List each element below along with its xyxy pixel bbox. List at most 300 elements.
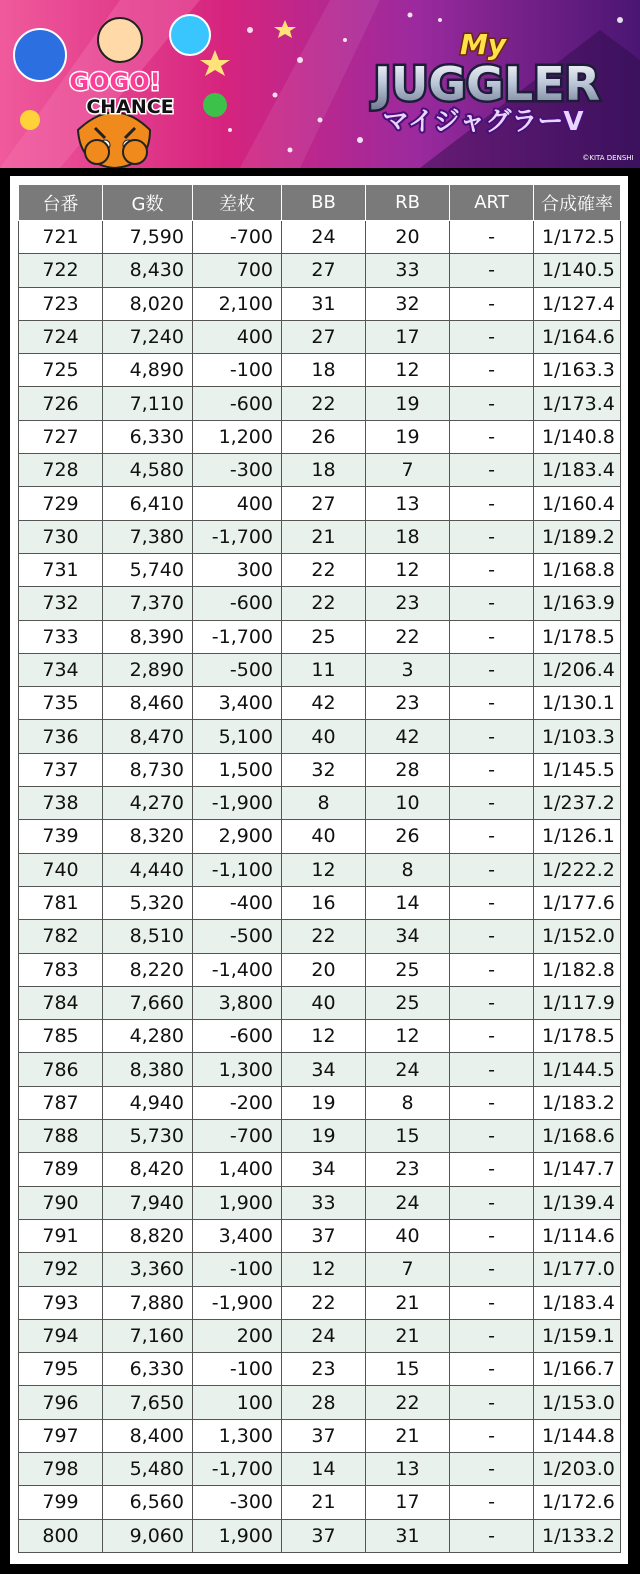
table-row	[19, 254, 621, 287]
header-games: G数	[103, 185, 193, 221]
machine-number-cell: 725	[19, 354, 103, 387]
games-cell: 3,360	[103, 1253, 193, 1286]
bb-cell: 12	[282, 1253, 366, 1286]
coin-diff-cell: -100	[193, 1353, 282, 1386]
probability-cell: 1/183.4	[534, 454, 621, 487]
rb-cell: 3	[366, 653, 450, 686]
machine-number-cell: 729	[19, 487, 103, 520]
games-cell: 8,390	[103, 620, 193, 653]
bb-cell: 37	[282, 1519, 366, 1552]
games-cell: 7,590	[103, 221, 193, 254]
table-row	[19, 653, 621, 686]
table-row	[19, 620, 621, 653]
probability-cell: 1/189.2	[534, 520, 621, 553]
probability-cell: 1/114.6	[534, 1219, 621, 1252]
games-cell: 8,220	[103, 953, 193, 986]
games-cell: 7,370	[103, 587, 193, 620]
rb-cell: 12	[366, 553, 450, 586]
bb-cell: 37	[282, 1219, 366, 1252]
machine-number-cell: 791	[19, 1219, 103, 1252]
svg-text:CHANCE: CHANCE	[86, 96, 174, 118]
coin-diff-cell: 400	[193, 320, 282, 353]
machine-number-cell: 788	[19, 1120, 103, 1153]
probability-cell: 1/168.6	[534, 1120, 621, 1153]
rb-cell: 15	[366, 1353, 450, 1386]
header-machine-number: 台番	[19, 185, 103, 221]
coin-diff-cell: -600	[193, 1020, 282, 1053]
probability-cell: 1/127.4	[534, 287, 621, 320]
table-row	[19, 354, 621, 387]
rb-cell: 19	[366, 420, 450, 453]
coin-diff-cell: -1,900	[193, 787, 282, 820]
machine-number-cell: 733	[19, 620, 103, 653]
machine-number-cell: 796	[19, 1386, 103, 1419]
coin-diff-cell: 300	[193, 553, 282, 586]
bb-cell: 22	[282, 1286, 366, 1319]
machine-number-cell: 736	[19, 720, 103, 753]
games-cell: 8,430	[103, 254, 193, 287]
art-cell: -	[450, 1020, 534, 1053]
games-cell: 8,470	[103, 720, 193, 753]
games-cell: 7,380	[103, 520, 193, 553]
bb-cell: 24	[282, 1319, 366, 1352]
art-cell: -	[450, 1486, 534, 1519]
probability-cell: 1/222.2	[534, 853, 621, 886]
rb-cell: 42	[366, 720, 450, 753]
bb-cell: 23	[282, 1353, 366, 1386]
bb-cell: 27	[282, 320, 366, 353]
probability-cell: 1/206.4	[534, 653, 621, 686]
art-cell: -	[450, 1419, 534, 1452]
games-cell: 7,160	[103, 1319, 193, 1352]
rb-cell: 25	[366, 986, 450, 1019]
art-cell: -	[450, 487, 534, 520]
art-cell: -	[450, 320, 534, 353]
games-cell: 4,890	[103, 354, 193, 387]
coin-diff-cell: -600	[193, 587, 282, 620]
art-cell: -	[450, 454, 534, 487]
probability-cell: 1/159.1	[534, 1319, 621, 1352]
table-row	[19, 1486, 621, 1519]
table-row	[19, 1519, 621, 1552]
coin-diff-cell: 2,900	[193, 820, 282, 853]
probability-cell: 1/152.0	[534, 920, 621, 953]
art-cell: -	[450, 787, 534, 820]
rb-cell: 18	[366, 520, 450, 553]
rb-cell: 40	[366, 1219, 450, 1252]
table-row	[19, 986, 621, 1019]
table-row	[19, 1452, 621, 1485]
table-row	[19, 1286, 621, 1319]
bb-cell: 25	[282, 620, 366, 653]
table-row	[19, 1253, 621, 1286]
coin-diff-cell: -500	[193, 653, 282, 686]
games-cell: 7,110	[103, 387, 193, 420]
table-row	[19, 953, 621, 986]
probability-cell: 1/172.6	[534, 1486, 621, 1519]
probability-cell: 1/145.5	[534, 753, 621, 786]
probability-cell: 1/237.2	[534, 787, 621, 820]
table-row	[19, 454, 621, 487]
machine-number-cell: 722	[19, 254, 103, 287]
coin-diff-cell: 200	[193, 1319, 282, 1352]
bb-cell: 8	[282, 787, 366, 820]
bb-cell: 24	[282, 221, 366, 254]
probability-cell: 1/103.3	[534, 720, 621, 753]
probability-cell: 1/203.0	[534, 1452, 621, 1485]
bb-cell: 40	[282, 820, 366, 853]
rb-cell: 12	[366, 354, 450, 387]
bb-cell: 27	[282, 254, 366, 287]
machine-number-cell: 794	[19, 1319, 103, 1352]
rb-cell: 20	[366, 221, 450, 254]
table-row	[19, 1120, 621, 1153]
coin-diff-cell: -1,100	[193, 853, 282, 886]
rb-cell: 13	[366, 487, 450, 520]
probability-cell: 1/153.0	[534, 1386, 621, 1419]
art-cell: -	[450, 953, 534, 986]
rb-cell: 21	[366, 1419, 450, 1452]
machine-number-cell: 799	[19, 1486, 103, 1519]
table-row	[19, 920, 621, 953]
machine-number-cell: 785	[19, 1020, 103, 1053]
machine-number-cell: 795	[19, 1353, 103, 1386]
bb-cell: 21	[282, 1486, 366, 1519]
svg-text:My: My	[459, 28, 507, 61]
svg-text:マイジャグラーV: マイジャグラーV	[382, 107, 584, 137]
machine-number-cell: 723	[19, 287, 103, 320]
rb-cell: 15	[366, 1120, 450, 1153]
coin-diff-cell: 1,300	[193, 1419, 282, 1452]
machine-number-cell: 800	[19, 1519, 103, 1552]
games-cell: 5,480	[103, 1452, 193, 1485]
coin-diff-cell: 1,200	[193, 420, 282, 453]
probability-cell: 1/117.9	[534, 986, 621, 1019]
bb-cell: 33	[282, 1186, 366, 1219]
bb-cell: 21	[282, 520, 366, 553]
art-cell: -	[450, 1452, 534, 1485]
bb-cell: 28	[282, 1386, 366, 1419]
probability-cell: 1/177.0	[534, 1253, 621, 1286]
art-cell: -	[450, 653, 534, 686]
bb-cell: 34	[282, 1153, 366, 1186]
machine-number-cell: 792	[19, 1253, 103, 1286]
art-cell: -	[450, 687, 534, 720]
games-cell: 7,940	[103, 1186, 193, 1219]
header-combined-probability: 合成確率	[534, 185, 621, 221]
art-cell: -	[450, 387, 534, 420]
table-row	[19, 853, 621, 886]
games-cell: 2,890	[103, 653, 193, 686]
table-row	[19, 720, 621, 753]
probability-cell: 1/182.8	[534, 953, 621, 986]
rb-cell: 17	[366, 1486, 450, 1519]
art-cell: -	[450, 920, 534, 953]
art-cell: -	[450, 753, 534, 786]
games-cell: 5,730	[103, 1120, 193, 1153]
table-row	[19, 320, 621, 353]
rb-cell: 17	[366, 320, 450, 353]
rb-cell: 33	[366, 254, 450, 287]
coin-diff-cell: 1,900	[193, 1519, 282, 1552]
games-cell: 6,410	[103, 487, 193, 520]
art-cell: -	[450, 853, 534, 886]
data-table-frame	[10, 176, 628, 1564]
table-row	[19, 1353, 621, 1386]
rb-cell: 22	[366, 1386, 450, 1419]
games-cell: 8,320	[103, 820, 193, 853]
rb-cell: 7	[366, 1253, 450, 1286]
games-cell: 8,460	[103, 687, 193, 720]
art-cell: -	[450, 620, 534, 653]
coin-diff-cell: 5,100	[193, 720, 282, 753]
coin-diff-cell: 1,900	[193, 1186, 282, 1219]
rb-cell: 24	[366, 1053, 450, 1086]
header-rb: RB	[366, 185, 450, 221]
art-cell: -	[450, 1219, 534, 1252]
rb-cell: 21	[366, 1286, 450, 1319]
art-cell: -	[450, 986, 534, 1019]
bb-cell: 42	[282, 687, 366, 720]
coin-diff-cell: 2,100	[193, 287, 282, 320]
rb-cell: 32	[366, 287, 450, 320]
games-cell: 4,270	[103, 787, 193, 820]
table-row	[19, 420, 621, 453]
rb-cell: 12	[366, 1020, 450, 1053]
table-row	[19, 1053, 621, 1086]
machine-number-cell: 789	[19, 1153, 103, 1186]
bb-cell: 14	[282, 1452, 366, 1485]
art-cell: -	[450, 1353, 534, 1386]
games-cell: 8,020	[103, 287, 193, 320]
machine-number-cell: 728	[19, 454, 103, 487]
probability-cell: 1/177.6	[534, 886, 621, 919]
rb-cell: 26	[366, 820, 450, 853]
games-cell: 7,650	[103, 1386, 193, 1419]
games-cell: 4,280	[103, 1020, 193, 1053]
rb-cell: 21	[366, 1319, 450, 1352]
svg-text:JUGGLER: JUGGLER	[373, 57, 601, 111]
rb-cell: 13	[366, 1452, 450, 1485]
games-cell: 5,320	[103, 886, 193, 919]
machine-number-cell: 740	[19, 853, 103, 886]
table-row	[19, 787, 621, 820]
art-cell: -	[450, 287, 534, 320]
machine-number-cell: 784	[19, 986, 103, 1019]
header-bb: BB	[282, 185, 366, 221]
header-coin-diff: 差枚	[193, 185, 282, 221]
machine-number-cell: 793	[19, 1286, 103, 1319]
art-cell: -	[450, 1053, 534, 1086]
art-cell: -	[450, 720, 534, 753]
rb-cell: 23	[366, 1153, 450, 1186]
probability-cell: 1/140.5	[534, 254, 621, 287]
bb-cell: 12	[282, 853, 366, 886]
table-row	[19, 1419, 621, 1452]
art-cell: -	[450, 886, 534, 919]
probability-cell: 1/163.3	[534, 354, 621, 387]
table-row	[19, 587, 621, 620]
rb-cell: 22	[366, 620, 450, 653]
probability-cell: 1/144.8	[534, 1419, 621, 1452]
table-row	[19, 687, 621, 720]
art-cell: -	[450, 1086, 534, 1119]
table-row	[19, 1020, 621, 1053]
header-art: ART	[450, 185, 534, 221]
coin-diff-cell: -400	[193, 886, 282, 919]
machine-number-cell: 727	[19, 420, 103, 453]
machine-number-cell: 738	[19, 787, 103, 820]
probability-cell: 1/172.5	[534, 221, 621, 254]
coin-diff-cell: 400	[193, 487, 282, 520]
table-row	[19, 1153, 621, 1186]
art-cell: -	[450, 1319, 534, 1352]
table-row	[19, 387, 621, 420]
bb-cell: 40	[282, 986, 366, 1019]
machine-number-cell: 724	[19, 320, 103, 353]
games-cell: 6,560	[103, 1486, 193, 1519]
machine-number-cell: 721	[19, 221, 103, 254]
table-row	[19, 487, 621, 520]
machine-number-cell: 732	[19, 587, 103, 620]
art-cell: -	[450, 354, 534, 387]
art-cell: -	[450, 1186, 534, 1219]
bb-cell: 22	[282, 920, 366, 953]
bb-cell: 40	[282, 720, 366, 753]
rb-cell: 7	[366, 454, 450, 487]
table-row	[19, 1319, 621, 1352]
games-cell: 6,330	[103, 420, 193, 453]
probability-cell: 1/178.5	[534, 620, 621, 653]
coin-diff-cell: 100	[193, 1386, 282, 1419]
header-banner	[0, 0, 640, 168]
table-row	[19, 553, 621, 586]
rb-cell: 24	[366, 1186, 450, 1219]
table-row	[19, 1086, 621, 1119]
probability-cell: 1/178.5	[534, 1020, 621, 1053]
rb-cell: 8	[366, 1086, 450, 1119]
bb-cell: 31	[282, 287, 366, 320]
coin-diff-cell: 700	[193, 254, 282, 287]
art-cell: -	[450, 1253, 534, 1286]
machine-number-cell: 730	[19, 520, 103, 553]
bb-cell: 19	[282, 1086, 366, 1119]
coin-diff-cell: 1,500	[193, 753, 282, 786]
bb-cell: 32	[282, 753, 366, 786]
bb-cell: 22	[282, 387, 366, 420]
art-cell: -	[450, 1519, 534, 1552]
games-cell: 8,510	[103, 920, 193, 953]
probability-cell: 1/147.7	[534, 1153, 621, 1186]
games-cell: 8,820	[103, 1219, 193, 1252]
coin-diff-cell: 1,400	[193, 1153, 282, 1186]
bb-cell: 19	[282, 1120, 366, 1153]
rb-cell: 19	[366, 387, 450, 420]
svg-text:©KITA DENSHI: ©KITA DENSHI	[582, 154, 634, 162]
art-cell: -	[450, 221, 534, 254]
probability-cell: 1/163.9	[534, 587, 621, 620]
machine-number-cell: 797	[19, 1419, 103, 1452]
probability-cell: 1/144.5	[534, 1053, 621, 1086]
table-row	[19, 287, 621, 320]
probability-cell: 1/166.7	[534, 1353, 621, 1386]
games-cell: 5,740	[103, 553, 193, 586]
bb-cell: 37	[282, 1419, 366, 1452]
art-cell: -	[450, 1120, 534, 1153]
probability-cell: 1/160.4	[534, 487, 621, 520]
bb-cell: 11	[282, 653, 366, 686]
games-cell: 8,380	[103, 1053, 193, 1086]
coin-diff-cell: 1,300	[193, 1053, 282, 1086]
machine-number-cell: 782	[19, 920, 103, 953]
bb-cell: 18	[282, 354, 366, 387]
probability-cell: 1/133.2	[534, 1519, 621, 1552]
games-cell: 4,580	[103, 454, 193, 487]
probability-cell: 1/168.8	[534, 553, 621, 586]
rb-cell: 23	[366, 687, 450, 720]
games-cell: 9,060	[103, 1519, 193, 1552]
table-row	[19, 886, 621, 919]
coin-diff-cell: -1,400	[193, 953, 282, 986]
art-cell: -	[450, 553, 534, 586]
table-row	[19, 221, 621, 254]
games-cell: 7,660	[103, 986, 193, 1019]
art-cell: -	[450, 820, 534, 853]
bb-cell: 18	[282, 454, 366, 487]
rb-cell: 14	[366, 886, 450, 919]
art-cell: -	[450, 1286, 534, 1319]
table-body	[19, 221, 621, 1553]
art-cell: -	[450, 587, 534, 620]
machine-number-cell: 790	[19, 1186, 103, 1219]
machine-number-cell: 781	[19, 886, 103, 919]
bb-cell: 22	[282, 587, 366, 620]
coin-diff-cell: 3,800	[193, 986, 282, 1019]
bb-cell: 26	[282, 420, 366, 453]
coin-diff-cell: -1,700	[193, 520, 282, 553]
art-cell: -	[450, 254, 534, 287]
machine-number-cell: 731	[19, 553, 103, 586]
games-cell: 8,420	[103, 1153, 193, 1186]
machine-number-cell: 734	[19, 653, 103, 686]
banner-graphic	[0, 0, 640, 168]
games-cell: 4,440	[103, 853, 193, 886]
coin-diff-cell: -300	[193, 454, 282, 487]
machine-number-cell: 798	[19, 1452, 103, 1485]
probability-cell: 1/126.1	[534, 820, 621, 853]
table-row	[19, 753, 621, 786]
coin-diff-cell: -1,700	[193, 1452, 282, 1485]
rb-cell: 28	[366, 753, 450, 786]
probability-cell: 1/173.4	[534, 387, 621, 420]
games-cell: 7,240	[103, 320, 193, 353]
rb-cell: 25	[366, 953, 450, 986]
slot-data-table	[18, 184, 621, 1553]
bb-cell: 27	[282, 487, 366, 520]
rb-cell: 34	[366, 920, 450, 953]
probability-cell: 1/183.4	[534, 1286, 621, 1319]
coin-diff-cell: -200	[193, 1086, 282, 1119]
coin-diff-cell: -700	[193, 1120, 282, 1153]
coin-diff-cell: 3,400	[193, 1219, 282, 1252]
probability-cell: 1/183.2	[534, 1086, 621, 1119]
art-cell: -	[450, 420, 534, 453]
games-cell: 7,880	[103, 1286, 193, 1319]
machine-number-cell: 737	[19, 753, 103, 786]
probability-cell: 1/140.8	[534, 420, 621, 453]
table-row	[19, 1219, 621, 1252]
table-row	[19, 520, 621, 553]
